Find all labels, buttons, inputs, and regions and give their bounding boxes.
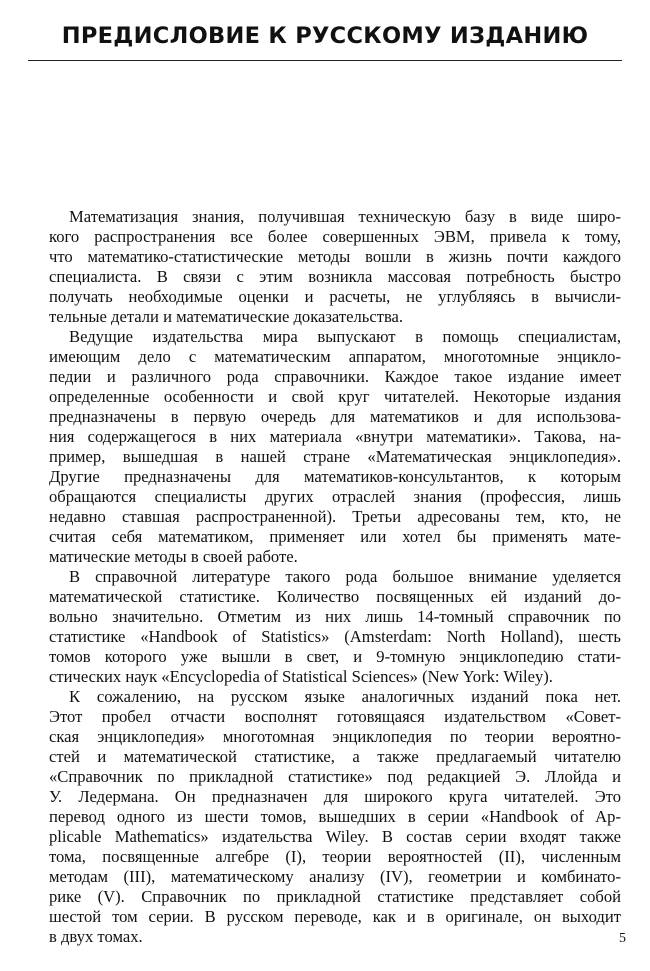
text-line: В справочной литературе такого рода большое внимание уделяется xyxy=(69,567,621,586)
text-line: кого распространения все более совершенных ЭВМ, привела к тому, xyxy=(49,227,621,246)
text-line: стических наук «Encyclopedia of Statistical Sciences» (New York: Wiley). xyxy=(49,667,553,686)
text-line: пример, вышедшая в нашей стране «Математическая энциклопедия». xyxy=(49,447,621,466)
title-divider xyxy=(28,60,622,61)
paragraph xyxy=(29,687,621,947)
preface-body xyxy=(29,207,621,947)
page-number: 5 xyxy=(619,931,626,946)
text-line: обращаются специалисты других отраслей знания (профессия, лишь xyxy=(49,487,621,506)
text-line: статистике «Handbook of Statistics» (Amsterdam: North Holland), шесть xyxy=(49,627,621,646)
text-line: ская энциклопедия» многотомная энциклопедия по теории вероятно- xyxy=(49,727,621,746)
text-line: имеющим дело с математическим аппаратом, многотомные энцикло- xyxy=(49,347,621,366)
page-title: ПРЕДИСЛОВИЕ К РУССКОМУ ИЗДАНИЮ xyxy=(61,23,589,49)
text-line: У. Ледермана. Он предназначен для широкого круга читателей. Это xyxy=(49,787,621,806)
text-line: стей и математической статистике, а также предлагаемый читателю xyxy=(49,747,621,766)
text-line: в двух томах. xyxy=(49,927,143,946)
text-line: Другие предназначены для математиков-консультантов, к которым xyxy=(49,467,621,486)
paragraph xyxy=(29,327,621,567)
text-line: матические методы в своей работе. xyxy=(49,547,298,566)
text-line: шестой том серии. В русском переводе, как и в оригинале, он выходит xyxy=(49,907,621,926)
paragraph xyxy=(29,567,621,687)
text-line: считая себя математиком, применяет или хотел бы применять мате- xyxy=(49,527,621,546)
paragraph xyxy=(29,207,621,327)
text-line: К сожалению, на русском языке аналогичных изданий пока нет. xyxy=(69,687,621,706)
text-line: Ведущие издательства мира выпускают в помощь специалистам, xyxy=(69,327,621,346)
text-line: тома, посвященные алгебре (I), теории вероятностей (II), численным xyxy=(49,847,621,866)
text-line: перевод одного из шести томов, вышедших в серии «Handbook of Ap- xyxy=(49,807,621,826)
text-line: что математико-статистические методы вошли в жизнь почти каждого xyxy=(49,247,621,266)
text-line: получать необходимые оценки и расчеты, не углубляясь в вычисли- xyxy=(49,287,621,306)
text-line: предназначены в первую очередь для математиков и для использова- xyxy=(49,407,621,426)
text-line: тельные детали и математические доказательства. xyxy=(49,307,404,326)
text-line: математической статистике. Количество посвященных ей изданий до- xyxy=(49,587,621,606)
text-line: недавно ставшая распространенной). Третьи адресованы тем, кто, не xyxy=(49,507,621,526)
text-line: Математизация знания, получившая техническую базу в виде широ- xyxy=(69,207,621,226)
text-line: томов которого уже вышли в свет, и 9-томную энциклопедию стати- xyxy=(49,647,621,666)
text-line: педии и различного рода справочники. Каждое такое издание имеет xyxy=(49,367,621,386)
text-line: ния содержащегося в них материала «внутри математики». Такова, на- xyxy=(49,427,621,446)
text-line: Этот пробел отчасти восполнят готовящаяся издательством «Совет- xyxy=(49,707,621,726)
text-line: plicable Mathematics» издательства Wiley. В состав серии входят также xyxy=(49,827,621,846)
text-line: «Справочник по прикладной статистике» под редакцией Э. Ллойда и xyxy=(49,767,621,786)
text-line: методам (III), математическому анализу (IV), геометрии и комбинато- xyxy=(49,867,621,886)
text-line: специалиста. В связи с этим возникла массовая потребность быстро xyxy=(49,267,621,286)
text-line: вольно значительно. Отметим из них лишь 14-томный справочник по xyxy=(49,607,621,626)
text-line: определенные особенности и свой круг читателей. Некоторые издания xyxy=(49,387,621,406)
text-line: рике (V). Справочник по прикладной статистике представляет собой xyxy=(49,887,621,906)
